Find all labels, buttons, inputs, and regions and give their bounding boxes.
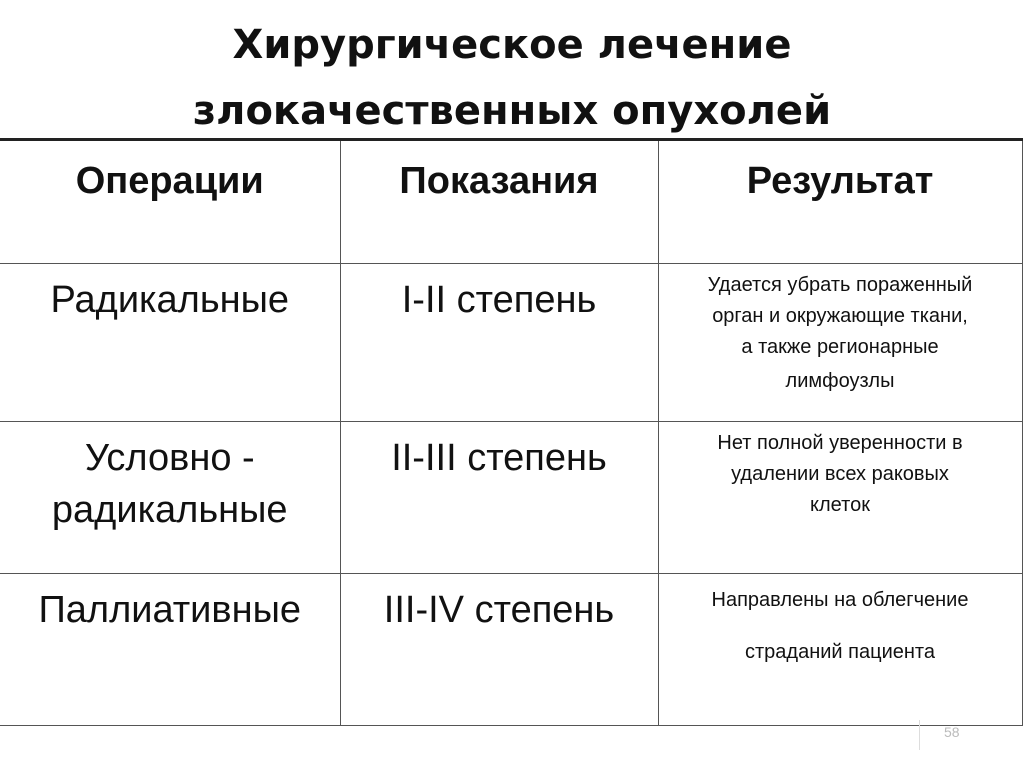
header-indications: Показания (399, 160, 599, 202)
operation-cell (0, 574, 340, 726)
table-row (0, 574, 1022, 726)
indication-text: II-III степень (391, 437, 607, 479)
result-line: страданий пациента (745, 641, 935, 663)
result-text (659, 264, 1022, 397)
result-line: удалении всех раковых (731, 463, 949, 485)
result-line: Направлены на облегчение (711, 589, 969, 611)
operation-line: Паллиативные (38, 589, 302, 631)
table-header-row (0, 140, 1022, 264)
slide-title (0, 12, 1024, 144)
operation-name (0, 574, 340, 636)
slide-title-line-1: Хирургическое лечение (232, 22, 792, 68)
header-cell-result (658, 140, 1022, 264)
result-text (659, 574, 1022, 678)
operation-cell (0, 264, 340, 422)
indication-cell (340, 574, 658, 726)
treatment-table (0, 138, 1023, 726)
indication-cell (340, 422, 658, 574)
result-cell (658, 422, 1022, 574)
operation-line: Радикальные (50, 279, 290, 321)
header-cell-indications (340, 140, 658, 264)
result-cell (658, 574, 1022, 726)
result-text (659, 422, 1022, 521)
result-line: а также регионарные (741, 336, 939, 358)
table-row (0, 264, 1022, 422)
operation-cell (0, 422, 340, 574)
indication-text: I-II степень (401, 279, 597, 321)
header-result: Результат (746, 160, 934, 202)
slide-number: 58 (944, 724, 960, 740)
result-line: клеток (810, 494, 870, 516)
header-operations: Операции (75, 160, 264, 202)
result-line: орган и окружающие ткани, (712, 305, 968, 327)
result-line: лимфоузлы (785, 370, 895, 392)
operation-line: Условно - (84, 437, 255, 479)
result-cell (658, 264, 1022, 422)
result-line: Удается убрать пораженный (707, 274, 973, 296)
indication-cell (340, 264, 658, 422)
header-cell-operations (0, 140, 340, 264)
operation-name (0, 264, 340, 326)
slide-title-line-2: злокачественных опухолей (192, 88, 832, 134)
operation-name (0, 422, 340, 536)
slide-number-divider (919, 720, 920, 750)
indication-text: III-IV степень (383, 589, 615, 631)
result-line: Нет полной уверенности в (717, 432, 963, 454)
table-row (0, 422, 1022, 574)
operation-line: радикальные (51, 489, 288, 531)
